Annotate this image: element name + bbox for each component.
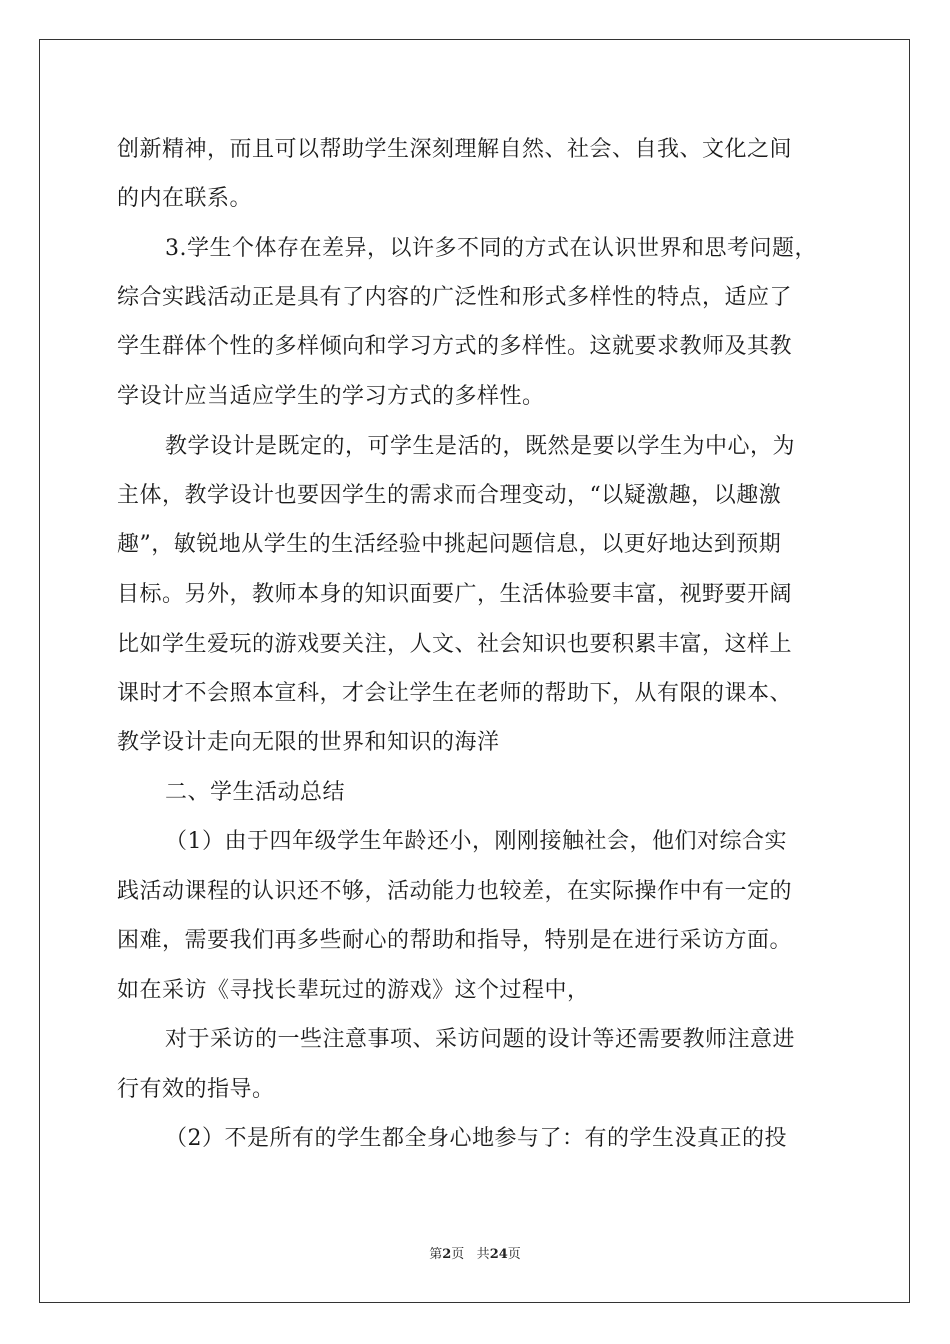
- text-line: （1）由于四年级学生年龄还小，刚刚接触社会，他们对综合实: [165, 829, 787, 854]
- text-line: 行有效的指导。: [117, 1077, 275, 1102]
- text-line: 对于采访的一些注意事项、采访问题的设计等还需要教师注意进: [165, 1027, 796, 1052]
- text-line: 学生群体个性的多样倾向和学习方式的多样性。这就要求教师及其教: [117, 334, 793, 359]
- section-heading: 二、学生活动总结: [165, 780, 346, 805]
- total-suffix: 页: [507, 1247, 521, 1262]
- text-line: 如在采访《寻找长辈玩过的游戏》这个过程中，: [117, 978, 590, 1003]
- page-footer: [0, 1247, 950, 1263]
- text-line: 趣”，敏锐地从学生的生活经验中挑起问题信息，以更好地达到预期: [117, 532, 782, 557]
- text-line: 的内在联系。: [117, 186, 253, 211]
- text-line: （2）不是所有的学生都全身心地参与了：有的学生没真正的投: [165, 1126, 787, 1151]
- text-line: 比如学生爱玩的游戏要关注，人文、社会知识也要积累丰富，这样上: [117, 632, 793, 657]
- text-line: 困难，需要我们再多些耐心的帮助和指导，特别是在进行采访方面。: [117, 928, 793, 953]
- total-prefix: 共: [476, 1247, 490, 1262]
- text-line: 学设计应当适应学生的学习方式的多样性。: [117, 384, 545, 409]
- page-prefix: 第: [429, 1247, 443, 1262]
- text-line: 课时才不会照本宣科，才会让学生在老师的帮助下，从有限的课本、: [117, 681, 793, 706]
- text-line: 3.学生个体存在差异，以许多不同的方式在认识世界和思考问题，: [165, 236, 817, 261]
- text-line: 教学设计是既定的，可学生是活的，既然是要以学生为中心，为: [165, 434, 796, 459]
- page-border: [39, 39, 910, 1303]
- text-line: 教学设计走向无限的世界和知识的海洋: [117, 730, 500, 755]
- page-number: 2: [442, 1247, 452, 1262]
- text-line: 综合实践活动正是具有了内容的广泛性和形式多样性的特点，适应了: [117, 285, 793, 310]
- text-line: 目标。另外，教师本身的知识面要广，生活体验要丰富，视野要开阔: [117, 582, 793, 607]
- total-pages: 24: [489, 1247, 508, 1262]
- text-line: 创新精神，而且可以帮助学生深刻理解自然、社会、自我、文化之间: [117, 137, 793, 162]
- page-suffix: 页: [451, 1247, 465, 1262]
- text-line: 主体，教学设计也要因学生的需求而合理变动，“以疑激趣，以趣激: [117, 483, 782, 508]
- text-line: 践活动课程的认识还不够，活动能力也较差，在实际操作中有一定的: [117, 879, 793, 904]
